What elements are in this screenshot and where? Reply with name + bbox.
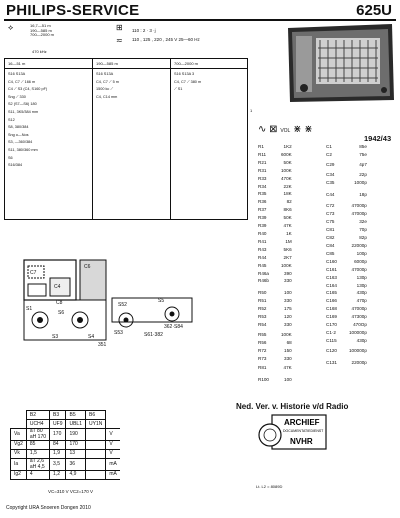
waveband-table: [4, 58, 248, 220]
copyright-text: Copyright URA Snoeren Dongen 2010: [6, 505, 91, 511]
component-value: 330: [284, 278, 292, 284]
list-item: [326, 211, 367, 217]
component-value: 150: [284, 347, 292, 353]
table-cell: [86, 429, 106, 441]
component-value: 470K: [280, 175, 292, 181]
list-item: [326, 235, 367, 241]
component-ref: R40: [258, 230, 267, 236]
component-ref: R39: [258, 215, 267, 221]
tube-footer: VC=310 V VC2=170 V: [48, 489, 94, 494]
list-item: [258, 176, 292, 182]
column-rows: [5, 71, 92, 170]
list-item: [258, 348, 292, 354]
component-value: 100000p: [348, 347, 367, 353]
table-row: C4 ⟋ S3 (C4, S160 pF): [8, 87, 48, 92]
year-label: 1942/43: [364, 134, 392, 143]
column-head: 700—2000 m: [171, 59, 248, 69]
power-line-2: 110 , 125 , 220 , 245 V 25—60 Hz: [132, 37, 200, 42]
table-cell: [86, 459, 106, 471]
header-rule: [4, 19, 396, 21]
table-cell: 1,2: [50, 471, 66, 480]
list-item: [326, 275, 367, 281]
table-row: S11, 3K5/384 mm: [8, 109, 39, 114]
component-value: 82p: [359, 235, 367, 241]
list-item: [258, 298, 292, 304]
component-ref: C170: [326, 322, 337, 328]
list-item: [326, 306, 367, 312]
component-ref: R54: [258, 321, 267, 327]
component-value: 100: [284, 290, 292, 296]
table-row: C4, C7 ⟋ 5 m: [96, 79, 119, 84]
list-item: [258, 263, 292, 269]
list-item: [326, 298, 367, 304]
component-value: 82: [286, 199, 292, 205]
table-cell: 84: [50, 441, 66, 450]
list-item: [258, 278, 292, 284]
table-cell: [11, 420, 27, 429]
layout-label: S4: [88, 334, 95, 340]
component-ref: C168: [326, 306, 337, 312]
component-value: 100K: [280, 262, 292, 268]
list-item: [326, 283, 367, 289]
layout-label: S6: [58, 310, 65, 316]
component-ref: C44: [326, 191, 335, 197]
component-ref: R35: [258, 191, 267, 197]
model-number: 625U: [356, 2, 392, 19]
component-value: 70p: [359, 227, 367, 233]
component-ref: C161: [326, 266, 337, 272]
table-cell: B6: [86, 411, 106, 420]
layout-label: C7: [30, 270, 37, 276]
list-item: [326, 227, 367, 233]
component-value: 100000p: [348, 329, 367, 335]
layout-label: S61·382: [144, 332, 163, 338]
layout-label: C4: [54, 284, 61, 290]
component-value: 5K6: [283, 246, 292, 252]
component-ref: C29: [326, 161, 335, 167]
component-value: 600K: [280, 151, 292, 157]
table-cell: [86, 450, 106, 459]
table-cell: 170: [66, 441, 86, 450]
list-item: [326, 338, 367, 344]
table-types-row: [11, 420, 120, 429]
table-row: C4, C7 ⟋ 380 m: [174, 79, 202, 84]
component-value: 470Op: [353, 322, 367, 328]
component-ref: R33: [258, 175, 267, 181]
component-ref: C82: [326, 235, 335, 241]
component-ref: C131: [326, 359, 337, 365]
table-row: [11, 429, 120, 441]
list-item: [326, 259, 367, 265]
stamp-org: NVHR: [290, 437, 313, 446]
column-rows: [93, 71, 170, 101]
component-ref: C35: [326, 179, 335, 185]
layout-label: S53: [114, 330, 123, 336]
component-ref: R31: [258, 167, 267, 173]
component-ref: R73: [258, 355, 267, 361]
table-cell: Ig2: [11, 471, 27, 480]
list-item: [258, 356, 292, 362]
table-row: 1500 kc ⟋: [96, 87, 114, 92]
table-row: S12: [8, 117, 15, 122]
component-ref: C2: [326, 151, 332, 157]
list-item: [326, 192, 367, 198]
table-row: Sng ⟋ 330: [8, 94, 26, 99]
table-cell: [106, 420, 120, 429]
table-cell: Vk: [11, 450, 27, 459]
component-ref: C72: [326, 203, 335, 209]
component-ref: R72: [258, 347, 267, 353]
layout-label: C6: [84, 264, 91, 270]
component-value: 1M: [285, 238, 292, 244]
component-ref: C160: [326, 258, 337, 264]
table-cell: 190: [66, 429, 86, 441]
component-ref: R46b: [258, 278, 269, 284]
mains-plug-icon: ⊞: [116, 23, 123, 32]
power-line-1: 110 : 2 · 3 ·j: [132, 28, 156, 33]
component-value: 47K: [283, 223, 292, 229]
component-ref: R52: [258, 306, 267, 312]
archive-heading: Ned. Ver. v. Historie v/d Radio: [236, 402, 349, 411]
component-ref: R53: [258, 314, 267, 320]
component-ref: C1: [326, 144, 332, 149]
column-head: 190—585 m: [93, 59, 170, 69]
table-row: [11, 471, 120, 480]
component-value: 47000p: [351, 211, 367, 217]
lamp-info: Lt. L2 = 8089D: [256, 484, 283, 489]
list-item: [326, 203, 367, 209]
list-item: [326, 348, 367, 354]
component-ref: R37: [258, 207, 267, 213]
table-cell: [86, 441, 106, 450]
table-cell: [106, 411, 120, 420]
table-row: S16 S13A: [96, 72, 114, 76]
list-item: [326, 322, 367, 328]
component-value: 130p: [356, 274, 367, 280]
list-item: [326, 219, 367, 225]
stamp-subtitle: DOCUMENTATIEDIENST: [283, 429, 324, 433]
list-item: [258, 271, 292, 277]
component-ref: R39: [258, 223, 267, 229]
table-row: S16 S13A: [8, 72, 26, 76]
layout-label: S52: [118, 302, 127, 308]
list-item: [258, 215, 292, 221]
power-info: [132, 26, 200, 44]
table-cell: V: [106, 450, 120, 459]
component-ref: R100: [258, 377, 269, 383]
list-item: [258, 168, 292, 174]
waveband-column-sw: [5, 59, 93, 219]
table-row: S16/384: [8, 163, 23, 168]
waveband-column-mw: [93, 59, 171, 219]
table-cell: [11, 411, 27, 420]
component-value: 50K: [283, 215, 292, 221]
table-cell: 4,9: [66, 471, 86, 480]
component-value: 47000p: [351, 203, 367, 209]
list-item: [258, 239, 292, 245]
list-item: [258, 199, 292, 205]
list-item: [326, 172, 367, 178]
component-value: 330: [284, 355, 292, 361]
component-value: 120: [284, 314, 292, 320]
component-value: 32e: [359, 219, 367, 225]
table-row: C4, C14 mm: [96, 94, 118, 99]
component-value: 22000p: [351, 359, 367, 365]
layout-label: S5: [158, 298, 165, 304]
list-item: [258, 340, 292, 346]
component-ref: C34: [326, 171, 335, 177]
table-cell: 3,5: [50, 459, 66, 471]
signal-symbols: ∿ ⊠ VOL ⋇ ⋇: [258, 124, 313, 135]
waveband-column-lw: [171, 59, 248, 219]
component-value: 22p: [359, 171, 367, 177]
table-cell: UF9: [50, 420, 66, 429]
component-ref: C75: [326, 219, 335, 225]
component-value: 22K: [283, 183, 292, 189]
table-cell: V: [106, 429, 120, 441]
component-value: 18K: [283, 191, 292, 197]
figure-number: 1: [250, 108, 253, 113]
list-item: [258, 247, 292, 253]
list-item: [326, 144, 367, 150]
table-cell: 1,9: [50, 450, 66, 459]
list-item: [258, 290, 292, 296]
layout-label: 362·S84: [164, 324, 183, 330]
table-row: [11, 450, 120, 459]
component-ref: C1·2: [326, 329, 336, 335]
resistor-list: [256, 142, 294, 385]
component-ref: R1: [258, 144, 264, 149]
list-item: [258, 377, 292, 383]
component-ref: R46a: [258, 270, 269, 276]
component-value: 1K2: [283, 144, 292, 149]
component-ref: R50: [258, 290, 267, 296]
component-ref: R45: [258, 262, 267, 268]
list-item: [326, 180, 367, 186]
list-item: [326, 152, 367, 158]
component-value: 390: [284, 270, 292, 276]
table-cell: 1,5: [26, 450, 49, 459]
component-value: 18p: [359, 191, 367, 197]
table-cell: Va: [11, 429, 27, 441]
component-value: 85e: [359, 144, 367, 149]
component-value: 330: [284, 321, 292, 327]
list-item: [258, 191, 292, 197]
component-value: 1000p: [354, 179, 367, 185]
component-ref: R56: [258, 339, 267, 345]
table-row: S3, —360/384: [8, 140, 33, 145]
list-item: [258, 231, 292, 237]
table-row: [11, 459, 120, 471]
list-item: [326, 360, 367, 366]
table-row: S16 S13A 3: [174, 72, 195, 76]
component-value: 8K6: [283, 207, 292, 213]
component-value: 47000p: [351, 266, 367, 272]
table-row: S2 (S7—S6) 180: [8, 102, 37, 107]
component-value: 100: [284, 377, 292, 383]
component-ref: C73: [326, 211, 335, 217]
table-cell: UCH4: [26, 420, 49, 429]
list-item: [258, 160, 292, 166]
component-ref: C163: [326, 274, 337, 280]
list-item: [258, 332, 292, 338]
chassis-layout: [22, 258, 200, 348]
list-item: [258, 144, 292, 150]
band-symbol-icon: ⟡: [8, 23, 14, 32]
brand-title: PHILIPS-SERVICE: [6, 2, 140, 19]
list-item: [258, 207, 292, 213]
range-sw: 16,7—51 m: [30, 23, 51, 28]
table-row: S8, 380/384: [8, 125, 29, 130]
component-value: 4p7: [359, 161, 367, 167]
capacitor-list: [324, 142, 369, 368]
table-row: [11, 441, 120, 450]
table-cell: 13: [66, 450, 86, 459]
table-cell: Ia: [11, 459, 27, 471]
component-value: 47000p: [351, 306, 367, 312]
component-value: 22000p: [351, 242, 367, 248]
table-cell: mA: [106, 471, 120, 480]
table-cell: 85: [26, 441, 49, 450]
table-cell: 36: [66, 459, 86, 471]
range-lw: 700—2000 m: [30, 32, 55, 38]
table-row: S6: [8, 155, 13, 160]
list-item: [258, 152, 292, 158]
component-value: 2K7: [283, 254, 292, 260]
list-item: [258, 365, 292, 371]
component-value: 6000p: [354, 258, 367, 264]
component-ref: C164: [326, 282, 337, 288]
component-ref: C169: [326, 314, 337, 320]
table-cell: B3: [50, 411, 66, 420]
list-item: [326, 267, 367, 273]
component-ref: C166: [326, 298, 337, 304]
component-ref: C165: [326, 290, 337, 296]
if-frequency: 470 kHz: [32, 49, 47, 54]
tube-voltage-table: [10, 410, 120, 480]
component-ref: R81: [258, 365, 267, 371]
component-value: 50K: [283, 159, 292, 165]
component-value: 175: [284, 306, 292, 312]
table-cell: V: [106, 441, 120, 450]
list-item: [326, 251, 367, 257]
list-item: [326, 162, 367, 168]
list-item: [258, 314, 292, 320]
ac-dc-icon: ≂: [116, 36, 123, 45]
layout-label: S3: [52, 334, 59, 340]
layout-label: S1: [26, 306, 33, 312]
list-item: [258, 255, 292, 261]
table-cell: [86, 471, 106, 480]
component-value: 470p: [356, 298, 367, 304]
column-rows: [171, 71, 248, 94]
component-value: 330: [284, 298, 292, 304]
layout-label: 351: [98, 342, 107, 348]
component-ref: R41: [258, 238, 267, 244]
component-value: 430p: [356, 337, 367, 343]
table-header-row: [11, 411, 120, 420]
component-value: 100K: [280, 167, 292, 173]
component-ref: R43: [258, 246, 267, 252]
list-item: [326, 314, 367, 320]
table-cell: aT 2,6 aH 4,5: [26, 459, 49, 471]
table-cell: mA: [106, 459, 120, 471]
list-item: [326, 330, 367, 336]
component-value: 47K: [283, 365, 292, 371]
table-cell: 170: [50, 429, 66, 441]
stamp-seal-icon: [259, 424, 281, 446]
table-cell: aT 80 aH 170: [26, 429, 49, 441]
table-row: S11, 380/360 mm: [8, 147, 38, 152]
wave-ranges: [30, 24, 54, 38]
component-ref: C120: [326, 347, 337, 353]
column-head: 16—51 m: [5, 59, 92, 69]
component-ref: R51: [258, 298, 267, 304]
component-value: 100K: [280, 331, 292, 337]
component-value: 100p: [356, 250, 367, 256]
table-cell: UY1N: [86, 420, 106, 429]
table-cell: 4: [26, 471, 49, 480]
table-row: C4, C7 ⟋ 166 m: [8, 79, 36, 84]
list-item: [258, 306, 292, 312]
table-row: ⟋ S1: [174, 87, 183, 92]
range-mw: 190—585 m: [30, 27, 52, 33]
component-ref: R44: [258, 254, 267, 260]
component-ref: C115: [326, 337, 337, 343]
radio-photo: [284, 22, 398, 108]
component-ref: R55: [258, 331, 267, 337]
component-value: 1K: [286, 230, 292, 236]
table-cell: UBL1: [66, 420, 86, 429]
component-ref: C84: [326, 242, 335, 248]
list-item: [258, 184, 292, 190]
component-ref: C81: [326, 227, 335, 233]
table-cell: B5: [66, 411, 86, 420]
list-item: [258, 322, 292, 328]
list-item: [258, 223, 292, 229]
component-value: 47300p: [351, 314, 367, 320]
component-value: 430p: [356, 290, 367, 296]
layout-label: C8: [56, 300, 63, 306]
component-value: 130p: [356, 282, 367, 288]
component-ref: R36: [258, 199, 267, 205]
archive-stamp: [256, 413, 328, 453]
list-item: [326, 290, 367, 296]
stamp-title: ARCHIEF: [284, 418, 320, 427]
list-item: [326, 243, 367, 249]
component-ref: R11: [258, 151, 267, 157]
table-row: Sng o—Nos: [8, 132, 29, 137]
component-ref: R21: [258, 159, 267, 165]
component-value: 75e: [359, 151, 367, 157]
table-cell: B2: [26, 411, 49, 420]
table-cell: Vg2: [11, 441, 27, 450]
component-value: 68: [286, 339, 292, 345]
component-ref: C85: [326, 250, 335, 256]
component-ref: R34: [258, 183, 267, 189]
